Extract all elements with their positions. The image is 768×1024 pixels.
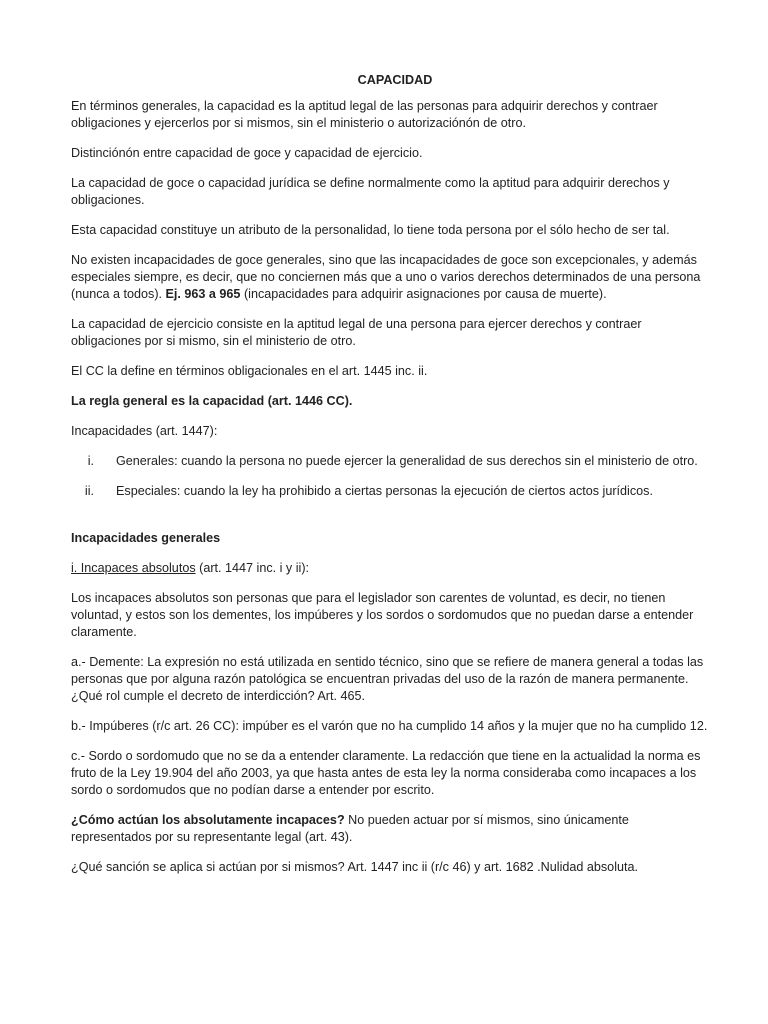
- text-span: (incapacidades para adquirir asignaciones por causa de muerte).: [240, 287, 607, 301]
- paragraph-impuberes: b.- Impúberes (r/c art. 26 CC): impúber es el varón que no ha cumplido 14 años y la mujer que no ha cumplido 12.: [71, 719, 708, 733]
- list-number: ii.: [84, 484, 94, 498]
- paragraph-cc-define: El CC la define en términos obligacionales en el art. 1445 inc. ii.: [71, 364, 428, 378]
- paragraph-como-actuan: [71, 812, 711, 846]
- text-span: (art. 1447 inc. i y ii):: [195, 561, 310, 575]
- list-text: Generales: cuando la persona no puede ejercer la generalidad de sus derechos sin el ministerio de otro.: [116, 454, 698, 468]
- incapacidades-list: [71, 453, 711, 500]
- list-number: i.: [87, 454, 94, 468]
- paragraph-capacidad-goce: La capacidad de goce o capacidad jurídica se define normalmente como la aptitud para adquirir derechos y obligaciones.: [71, 176, 670, 207]
- spacer: [71, 513, 711, 530]
- text-span: No existen incapacidades de goce generales, sino que las incapacidades de goce son excepcionales, y además especiales siempre, es decir, que no conciernen más que a uno o varios derechos determinados de una persona (nunca a todos).: [71, 253, 701, 301]
- paragraph-incapaces-absolutos-heading: [71, 560, 711, 577]
- paragraph-incapacidades-goce: [71, 252, 711, 303]
- paragraph-atributo: Esta capacidad constituye un atributo de la personalidad, lo tiene toda persona por el sólo hecho de ser tal.: [71, 223, 670, 237]
- document-title: CAPACIDAD: [357, 73, 433, 87]
- paragraph-distinction: Distinciónón entre capacidad de goce y capacidad de ejercicio.: [71, 146, 423, 160]
- bold-reference: Ej. 963 a 965: [165, 287, 241, 301]
- paragraph-capacidad-ejercicio: La capacidad de ejercicio consiste en la aptitud legal de una persona para ejercer derechos y contraer obligaciones por si mismo, sin el ministerio de otro.: [71, 317, 642, 348]
- list-item: [71, 483, 711, 500]
- paragraph-regla-general: La regla general es la capacidad (art. 1446 CC).: [71, 394, 353, 408]
- text-span: No pueden actuar por sí mismos, sino únicamente representados por su representante legal (art. 43).: [71, 813, 629, 844]
- paragraph-sancion: ¿Qué sanción se aplica si actúan por si mismos? Art. 1447 inc ii (r/c 46) y art. 1682 .Nulidad absoluta.: [71, 860, 638, 874]
- paragraph-incapacidades-heading: Incapacidades (art. 1447):: [71, 424, 218, 438]
- paragraph-sordo: c.- Sordo o sordomudo que no se da a entender claramente. La redacción que tiene en la actualidad la norma es fruto de la Ley 19.904 del año 2003, ya que hasta antes de esta ley la norma consideraba como incapaces a los sordo o sordomudos que no podían darse a entender por escrito.: [71, 749, 701, 797]
- paragraph-incapaces-absolutos: Los incapaces absolutos son personas que para el legislador son carentes de voluntad, es decir, no tienen voluntad, y estos son los dementes, los impúberes y los sordos o sordomudos que no puedan darse a entender claramente.: [71, 591, 694, 639]
- document-page: [71, 72, 711, 889]
- bold-question: ¿Cómo actúan los absolutamente incapaces?: [71, 813, 345, 827]
- underlined-subheading: i. Incapaces absolutos: [71, 561, 196, 575]
- paragraph-demente: a.- Demente: La expresión no está utilizada en sentido técnico, sino que se refiere de manera general a todas las personas que por alguna razón patológica se encuentran privadas del uso de la razón de manera permanente. ¿Qué rol cumple el decreto de interdicción? Art. 465.: [71, 655, 704, 703]
- list-text: Especiales: cuando la ley ha prohibido a ciertas personas la ejecución de ciertos actos jurídicos.: [116, 484, 653, 498]
- section-heading-incapacidades-generales: Incapacidades generales: [71, 531, 221, 545]
- paragraph-definition: En términos generales, la capacidad es la aptitud legal de las personas para adquirir derechos y contraer obligaciones y ejercerlos por si mismos, sin el ministerio o autorizaciónón de otro.: [71, 99, 658, 130]
- list-item: [71, 453, 711, 470]
